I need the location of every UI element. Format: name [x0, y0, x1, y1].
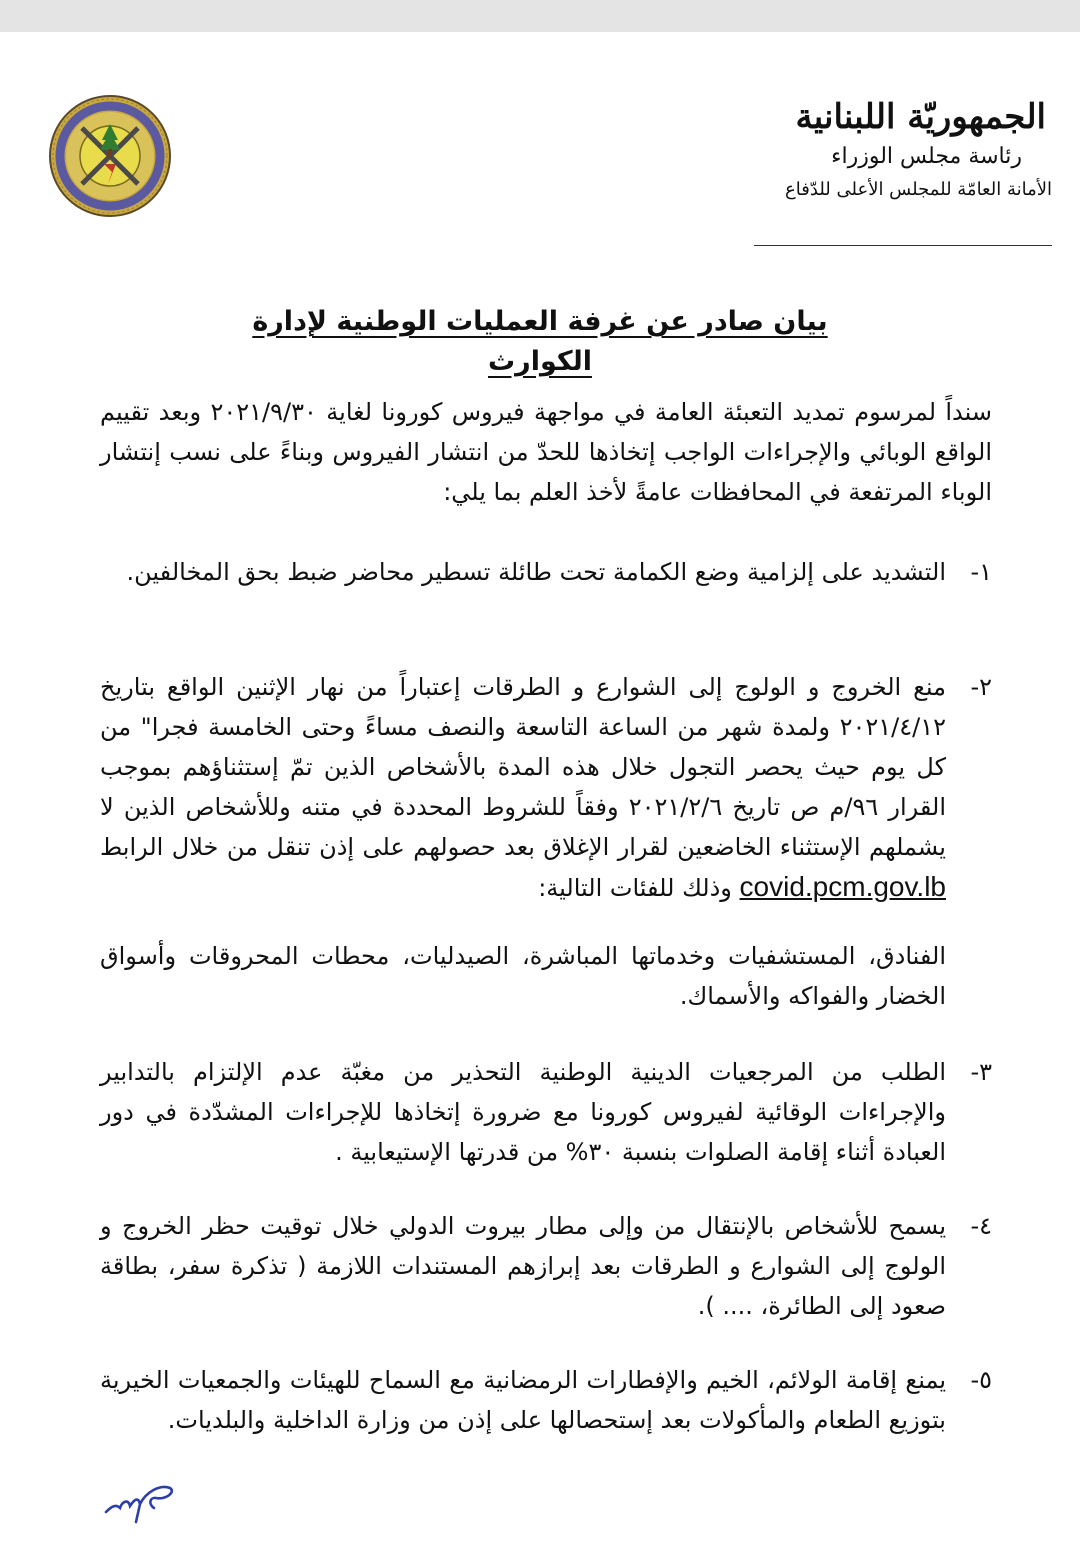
heading-text: بيان صادر عن غرفة العمليات الوطنية لإدارة الكوارث [252, 306, 828, 377]
item-text-part: وذلك للفئات التالية: [538, 874, 732, 902]
item-text-part: منع الخروج و الولوج إلى الشوارع و الطرقات إعتباراً من نهار الإثنين الواقع بتاريخ ٢٠٢١/٤/١٢ ولمدة شهر من الساعة التاسعة والنصف مساءً وحتى الخامسة فجرا" من كل يوم حيث يحصر التجول خلال هذه المدة بالأشخاص الذين تمّ إستثناؤهم بموجب القرار ٩٦/م ص تاريخ ٢٠٢١/٢/٦ وفقاً للشروط المحددة في متنه وللأشخاص الذين لا يشملهم الإستثناء الخاضعين لقرار الإغلاق بعد حصولهم على إذن تنقل من خلال الرابط [100, 673, 946, 861]
item-number: ٤- [970, 1212, 992, 1240]
categories-paragraph [100, 936, 992, 1016]
list-item-3 [100, 1052, 992, 1172]
letterhead-divider [754, 245, 1052, 246]
item-number: ٣- [970, 1058, 992, 1086]
categories-text: الفنادق، المستشفيات وخدماتها المباشرة، الصيدليات، محطات المحروقات وأسواق الخضار والفواكه والأسماك. [100, 942, 946, 1010]
letterhead [752, 95, 1052, 205]
intro-paragraph: سنداً لمرسوم تمديد التعبئة العامة في مواجهة فيروس كورونا لغاية ٢٠٢١/٩/٣٠ وبعد تقييم الواقع الوبائي والإجراءات الواجب إتخاذها للحدّ من انتشار الفيروس وبناءً على نسب إنتشار الوباء المرتفعة في المحافظات عامةً لأخذ العلم بما يلي: [100, 398, 992, 506]
list-item-5 [100, 1360, 992, 1440]
item-number: ١- [970, 558, 992, 586]
list-item-4 [100, 1206, 992, 1326]
letterhead-subtitle: رئاسة مجلس الوزراء [831, 144, 1022, 169]
letterhead-title: الجمهوريّة اللبنانية [795, 97, 1046, 137]
item-text: يسمح للأشخاص بالإنتقال من وإلى مطار بيروت الدولي خلال توقيت حظر الخروج و الولوج إلى الشوارع و الطرقات بعد إبرازهم المستندات اللازمة ( تذكرة سفر، بطاقة صعود إلى الطائرة، .... ). [100, 1212, 946, 1320]
top-bar [0, 0, 1080, 32]
item-text: الطلب من المرجعيات الدينية الوطنية التحذير من مغبّة عدم الإلتزام بالتدابير والإجراءات الوقائية لفيروس كورونا مع ضرورة إتخاذها للإجراءات المشدّدة في دور العبادة أثناء إقامة الصلوات بنسبة ٣٠% من قدرتها الإستيعابية . [100, 1058, 946, 1166]
letterhead-subtitle-2: الأمانة العامّة للمجلس الأعلى للدّفاع [785, 179, 1052, 200]
covid-link[interactable]: covid.pcm.gov.lb [739, 871, 946, 902]
seal-emblem [48, 94, 172, 218]
item-text [100, 667, 946, 908]
item-number: ٥- [970, 1366, 992, 1394]
item-text: يمنع إقامة الولائم، الخيم والإفطارات الرمضانية مع السماح للهيئات والجمعيات الخيرية بتوزيع الطعام والمأكولات بعد إستحصالها على إذن من وزارة الداخلية والبلديات. [100, 1366, 946, 1434]
list-item-1 [100, 552, 992, 592]
item-number: ٢- [970, 673, 992, 701]
document-heading [240, 302, 840, 382]
item-text: التشديد على إلزامية وضع الكمامة تحت طائلة تسطير محاضر ضبط بحق المخالفين. [126, 558, 946, 586]
list-item-2 [100, 667, 992, 908]
signature [100, 1478, 180, 1526]
